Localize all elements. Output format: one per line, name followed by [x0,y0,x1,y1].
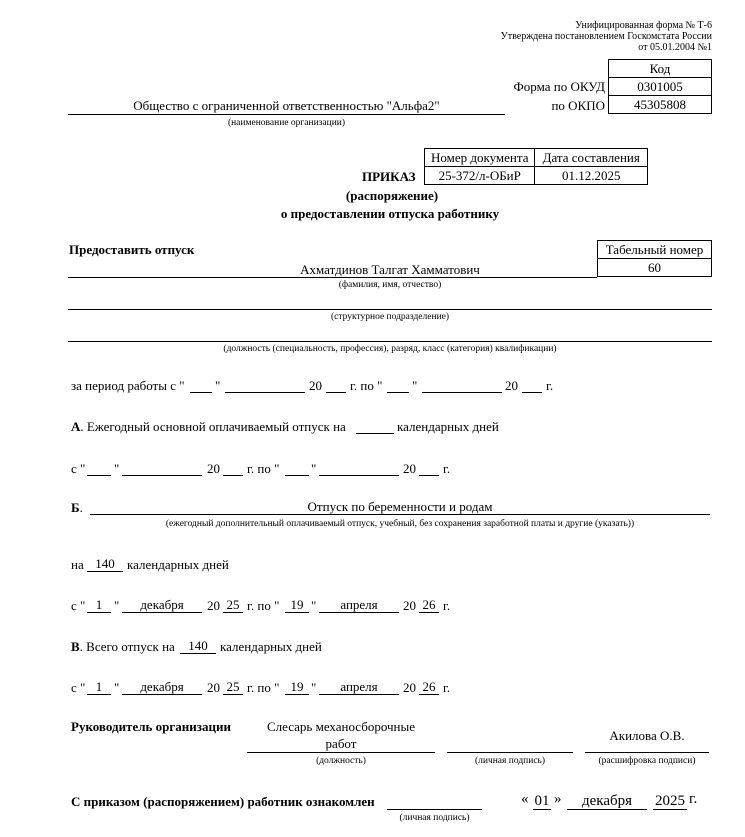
ack-signature-line [387,809,482,810]
head-decoding: Акилова О.В. [609,728,685,743]
organization-name: Общество с ограниченной ответственностью "Альфа2" [133,98,440,113]
section-b-days: 140 [87,557,123,572]
ack-year: 2025 [655,793,685,809]
section-v-g: г. [443,680,451,695]
head-signature-line [447,752,573,753]
work-twenty-1: 20 [309,378,322,393]
section-a-from-year [223,461,243,476]
section-b-na: на [71,557,84,572]
ack-signature-caption: (личная подпись) [399,813,470,823]
organization-line [68,114,505,115]
document-table [424,148,648,185]
doc-date: 01.12.2025 [535,167,648,185]
work-period-label: за период работы с " [71,378,185,393]
section-v-days-suffix: календарных дней [220,639,322,654]
head-position-line2: работ [325,736,357,751]
section-b-from-day: 1 [87,598,111,613]
section-b-letter: Б. [71,500,83,515]
section-v-line [71,639,175,655]
section-b-g-po: г. по " [247,598,280,613]
head-label: Руководитель организации [71,719,231,734]
section-b-from-year: 25 [223,598,243,613]
section-a-from-month [122,461,202,476]
order-subtitle [0,188,745,204]
head-position-underline [247,752,435,753]
order-title: ПРИКАЗ [362,169,416,184]
head-signature-caption: (личная подпись) [474,756,546,766]
ack-year-suffix: г. [689,791,698,807]
section-b-twenty-2: 20 [403,598,416,613]
okpo-label: по ОКПО [551,98,605,113]
section-b-from-month: декабря [122,598,202,613]
section-b-to-day: 19 [285,598,309,613]
order-subtitle-text: (распоряжение) [345,188,439,203]
codes-table [608,59,712,114]
section-v-from-year: 25 [223,680,243,695]
section-a-quote-1: " [114,461,120,476]
work-quote-1: " [215,378,221,393]
section-b-s: с " [71,598,86,613]
employee-name-line [68,277,597,278]
section-v-from-month: декабря [122,680,202,695]
head-position-line1: Слесарь механосборочные [266,719,416,734]
section-b-twenty-1: 20 [207,598,220,613]
ack-day: 01 [534,793,550,809]
section-a-twenty-2: 20 [403,461,416,476]
head-position-caption: (должность) [316,756,366,766]
ack-label: С приказом (распоряжением) работник ознакомлен [71,794,375,809]
section-b-quote-2: " [311,598,317,613]
section-v-twenty-2: 20 [403,680,416,695]
work-g: г. [546,378,554,393]
grant-label: Предоставить отпуск [69,242,195,257]
section-b-to-year: 26 [419,598,439,613]
doc-number-header: Номер документа [425,149,535,167]
section-a-twenty-1: 20 [207,461,220,476]
section-v-s: с " [71,680,86,695]
section-v-g-po: г. по " [247,680,280,695]
section-v-text: . Всего отпуск на [79,639,175,654]
employee-name-caption: (фамилия, имя, отчество) [338,280,442,290]
ack-close-quote: » [554,791,562,807]
section-v-twenty-1: 20 [207,680,220,695]
form-line-1: Унифицированная форма № Т-6 [575,20,712,31]
work-to-year [522,378,542,393]
section-v-to-day: 19 [285,680,309,695]
organization-caption: (наименование организации) [227,118,346,128]
section-b-quote-1: " [114,598,120,613]
section-a-g-po: г. по " [247,461,280,476]
doc-number: 25-372/л-ОБиР [425,167,535,185]
work-from-year [326,378,346,393]
section-v-to-year: 26 [419,680,439,695]
position-line [68,341,712,342]
head-decoding-line [585,752,709,753]
department-caption: (структурное подразделение) [330,312,450,322]
head-decoding-caption: (расшифровка подписи) [598,756,696,766]
tab-number: 60 [598,259,712,277]
section-v-from-day: 1 [87,680,111,695]
doc-date-header: Дата составления [535,149,648,167]
ack-open-quote: « [521,791,529,807]
employee-name: Ахматдинов Талгат Хамматович [300,262,480,277]
section-a-from-day [87,461,111,476]
tab-number-header: Табельный номер [598,241,712,259]
position-caption: (должность (специальность, профессия), разряд, класс (категория) квалификации) [223,344,557,354]
department-line [68,309,712,310]
section-a-letter: А [71,419,81,434]
section-b-caption: (ежегодный дополнительный оплачиваемый отпуск, учебный, без сохранения заработной платы и другие (указать)) [165,519,635,529]
section-v-quote-2: " [311,680,317,695]
section-a-text: . Ежегодный основной оплачиваемый отпуск на [80,419,346,434]
section-a-g: г. [443,461,451,476]
section-v-to-month: апреля [319,680,399,695]
section-v-letter: В [71,639,80,654]
form-line-3: от 05.01.2004 №1 [638,42,712,53]
okud-label: Форма по ОКУД [513,79,605,94]
work-from-month [225,378,305,393]
okpo-value: 45305808 [609,96,712,114]
section-v-quote-1: " [114,680,120,695]
section-b-g: г. [443,598,451,613]
section-b-type: Отпуск по беременности и родам [90,500,710,515]
section-b-days-suffix: календарных дней [127,557,229,572]
section-a-days [356,419,394,434]
work-g-po: г. по " [350,378,383,393]
section-a-quote-2: " [311,461,317,476]
order-subject: о предоставлении отпуска работнику [280,206,500,221]
section-a-line [71,419,346,435]
okud-value: 0301005 [609,78,712,96]
work-to-day [387,378,409,393]
section-a-to-year [419,461,439,476]
section-a-days-suffix: календарных дней [397,419,499,434]
work-quote-2: " [412,378,418,393]
section-v-days: 140 [180,639,216,654]
section-a-to-month [319,461,399,476]
section-b-letter-text: Б [71,500,80,515]
section-a-to-day [285,461,309,476]
section-a-s: с " [71,461,86,476]
ack-month: декабря [567,793,647,810]
kod-header: Код [609,60,712,78]
work-to-month [422,378,502,393]
form-line-2: Утверждена постановлением Госкомстата России [500,31,712,42]
work-twenty-2: 20 [505,378,518,393]
work-from-day [190,378,212,393]
section-b-to-month: апреля [319,598,399,613]
